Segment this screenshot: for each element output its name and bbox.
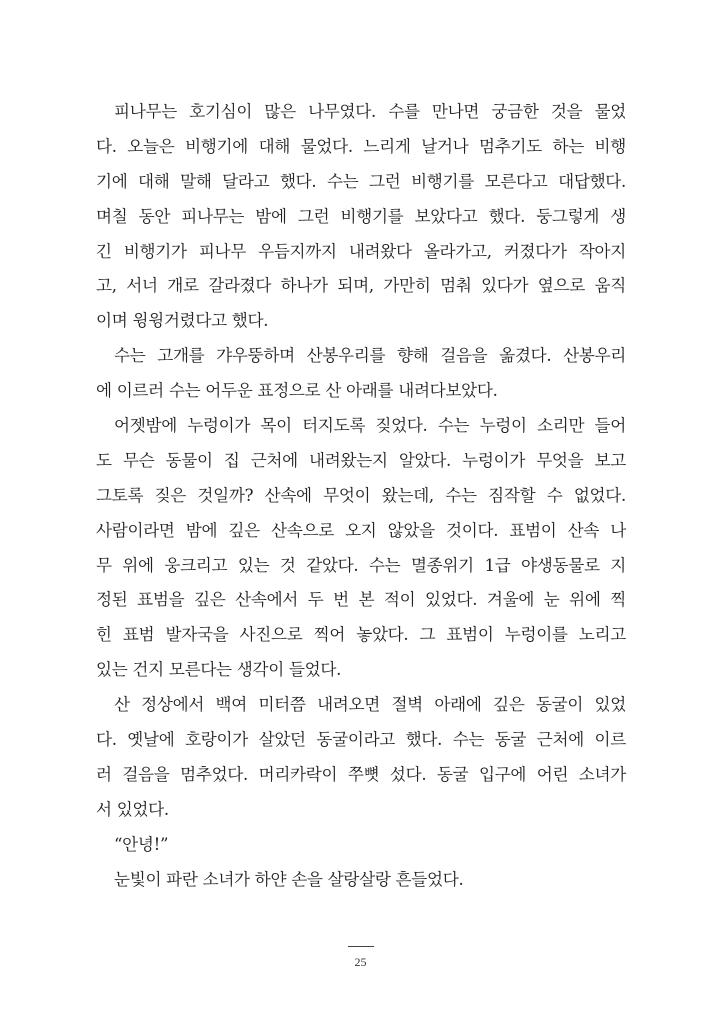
paragraph-3 [96, 409, 626, 688]
text-line: 정된 표범을 깊은 산속에서 두 번 본 적이 있었다. 겨울에 눈 위에 찍 [96, 590, 626, 610]
paragraph-1 [96, 95, 626, 339]
text-line: 고, 서너 개로 갈라졌다 하나가 되며, 가만히 멈춰 있다가 옆으로 움직 [96, 276, 626, 296]
text-line: 있는 건지 모른다는 생각이 들었다. [96, 660, 342, 680]
paragraph-6 [96, 863, 626, 898]
paragraph-4 [96, 688, 626, 828]
text-line: 어젯밤에 누렁이가 목이 터지도록 짖었다. 수는 누렁이 소리만 들어 [114, 416, 626, 436]
text-line: 긴 비행기가 피나무 우듬지까지 내려왔다 올라가고, 커졌다가 작아지 [96, 241, 626, 261]
text-line: 눈빛이 파란 소녀가 하얀 손을 살랑살랑 흔들었다. [114, 869, 464, 889]
text-line: 다. 옛날에 호랑이가 살았던 동굴이라고 했다. 수는 동굴 근처에 이르 [96, 730, 626, 750]
text-line: 서 있었다. [96, 799, 169, 819]
paragraph-5-dialogue [96, 828, 626, 863]
page-number: 25 [354, 955, 367, 969]
text-line: 러 걸음을 멈추었다. 머리카락이 쭈뼛 섰다. 동굴 입구에 어린 소녀가 [96, 764, 626, 784]
body-text [96, 95, 626, 897]
text-line: 사람이라면 밤에 깊은 산속으로 오지 않았을 것이다. 표범이 산속 나 [96, 520, 626, 540]
text-line: “안녕!” [114, 834, 169, 854]
text-line: 도 무슨 동물이 집 근처에 내려왔는지 알았다. 누렁이가 무엇을 보고 [96, 450, 626, 470]
paragraph-2 [96, 339, 626, 409]
text-line: 힌 표범 발자국을 사진으로 찍어 놓았다. 그 표범이 누렁이를 노리고 [96, 625, 626, 645]
text-line: 무 위에 웅크리고 있는 것 같았다. 수는 멸종위기 1급 야생동물로 지 [96, 555, 626, 575]
text-line: 산 정상에서 백여 미터쯤 내려오면 절벽 아래에 깊은 동굴이 있었 [114, 695, 626, 715]
text-line: 에 이르러 수는 어두운 표정으로 산 아래를 내려다보았다. [96, 381, 498, 401]
text-line: 며칠 동안 피나무는 밤에 그런 비행기를 보았다고 했다. 둥그렇게 생 [96, 206, 626, 226]
text-line: 이며 윙윙거렸다고 했다. [96, 311, 269, 331]
folio-rule [348, 946, 374, 947]
page-footer [0, 946, 721, 970]
text-line: 수는 고개를 갸우뚱하며 산봉우리를 향해 걸음을 옮겼다. 산봉우리 [114, 346, 626, 366]
text-line: 기에 대해 말해 달라고 했다. 수는 그런 비행기를 모른다고 대답했다. [96, 171, 626, 191]
text-line: 그토록 짖은 것일까? 산속에 무엇이 왔는데, 수는 짐작할 수 없었다. [96, 485, 626, 505]
text-line: 다. 오늘은 비행기에 대해 물었다. 느리게 날거나 멈추기도 하는 비행 [96, 136, 626, 156]
text-line: 피나무는 호기심이 많은 나무였다. 수를 만나면 궁금한 것을 물었 [114, 102, 626, 121]
